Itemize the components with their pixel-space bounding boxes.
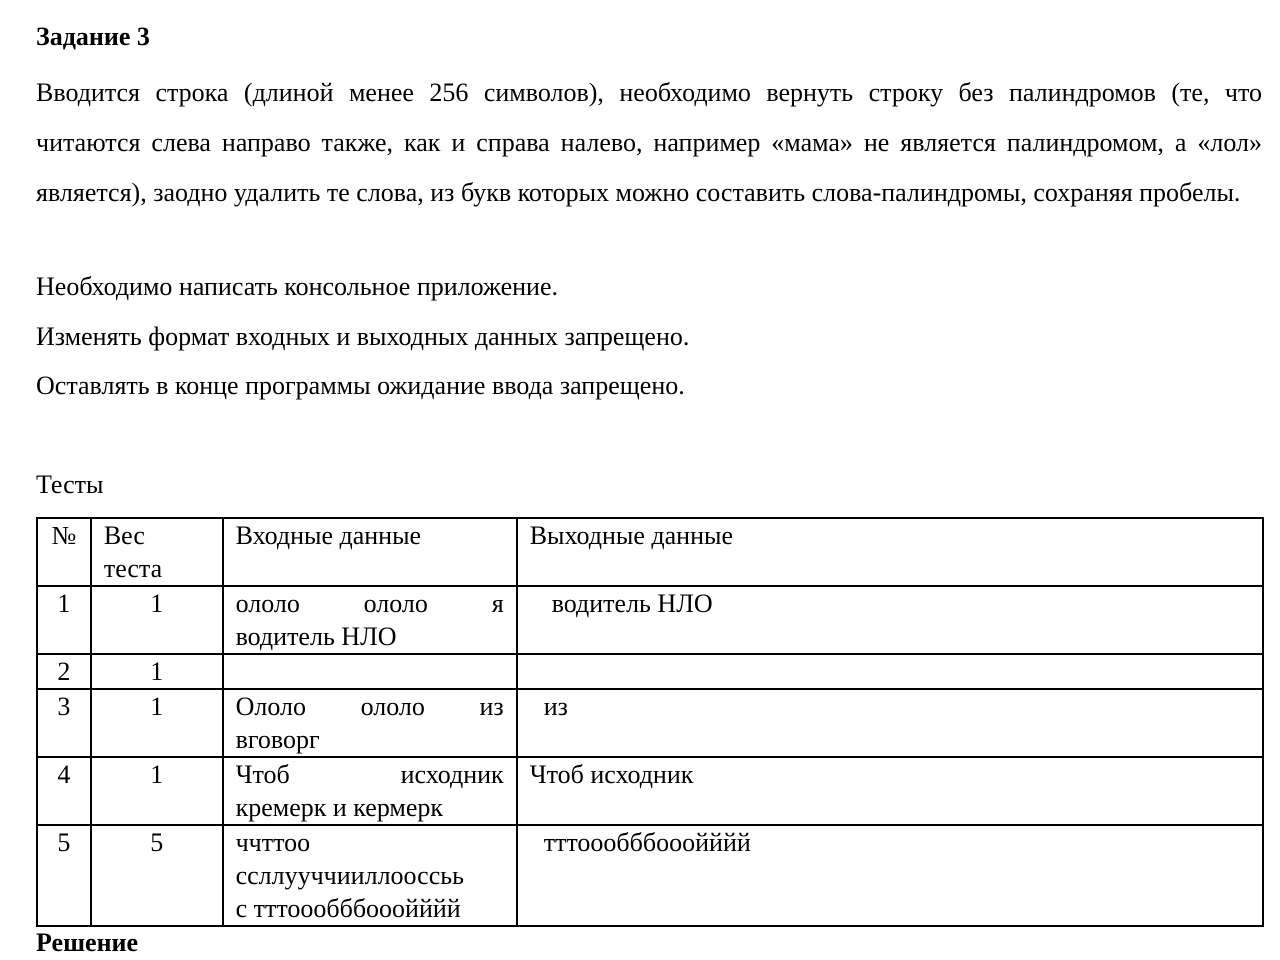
row-input — [223, 654, 517, 689]
row-output: тттоообббооойййй — [517, 825, 1263, 926]
header-output: Выходные данные — [517, 518, 1263, 586]
row-input-line: ччттоо — [235, 828, 311, 857]
tests-label: Тесты — [36, 470, 104, 499]
row-input-line: водитель НЛО — [235, 622, 397, 651]
table-row — [37, 689, 1263, 757]
table-row — [37, 586, 1263, 654]
task-heading: Задание 3 — [36, 22, 150, 51]
row-input — [223, 825, 517, 926]
row-num: 4 — [37, 757, 91, 825]
row-input — [223, 586, 517, 654]
row-input-line: кремерк и кермерк — [235, 793, 444, 822]
requirement-console-app: Необходимо написать консольное приложение. — [36, 272, 559, 301]
header-weight: Вес теста — [91, 518, 223, 586]
row-input-line: ссллууччииллоосcьь — [235, 861, 464, 890]
header-num: № — [37, 518, 91, 586]
row-input — [223, 757, 517, 825]
row-input-line: Ололо ололо из — [235, 692, 504, 721]
row-weight: 5 — [91, 825, 223, 926]
row-weight: 1 — [91, 586, 223, 654]
table-row — [37, 825, 1263, 926]
row-input-line: с тттоообббооойййй — [235, 894, 461, 923]
row-output: Чтоб исходник — [517, 757, 1263, 825]
row-input-line: вговорг — [235, 725, 320, 754]
row-input-line: Чтоб исходник — [235, 760, 504, 789]
table-row — [37, 654, 1263, 689]
row-weight: 1 — [91, 689, 223, 757]
requirement-io-format: Изменять формат входных и выходных данных запрещено. — [36, 322, 690, 351]
row-num: 3 — [37, 689, 91, 757]
solution-heading: Решение — [36, 928, 139, 957]
row-output — [517, 654, 1263, 689]
table-header-row — [37, 518, 1263, 586]
header-input: Входные данные — [223, 518, 517, 586]
row-output: из — [517, 689, 1263, 757]
table-row — [37, 757, 1263, 825]
row-num: 2 — [37, 654, 91, 689]
row-weight: 1 — [91, 757, 223, 825]
row-num: 1 — [37, 586, 91, 654]
row-weight: 1 — [91, 654, 223, 689]
requirement-no-wait: Оставлять в конце программы ожидание ввода запрещено. — [36, 371, 685, 400]
task-description: Вводится строка (длиной менее 256 символов), необходимо вернуть строку без палиндромов (те, что читаются слева направо также, как и справа налево, например «мама» не является палиндромом, а «лол» является), заодно удалить те слова, из букв которых можно составить слова-палиндромы, сохраняя пробелы. — [36, 78, 1262, 207]
row-output: водитель НЛО — [517, 586, 1263, 654]
row-num: 5 — [37, 825, 91, 926]
row-input-line: ололо ололо я — [235, 589, 504, 618]
tests-table — [36, 517, 1264, 927]
row-input — [223, 689, 517, 757]
